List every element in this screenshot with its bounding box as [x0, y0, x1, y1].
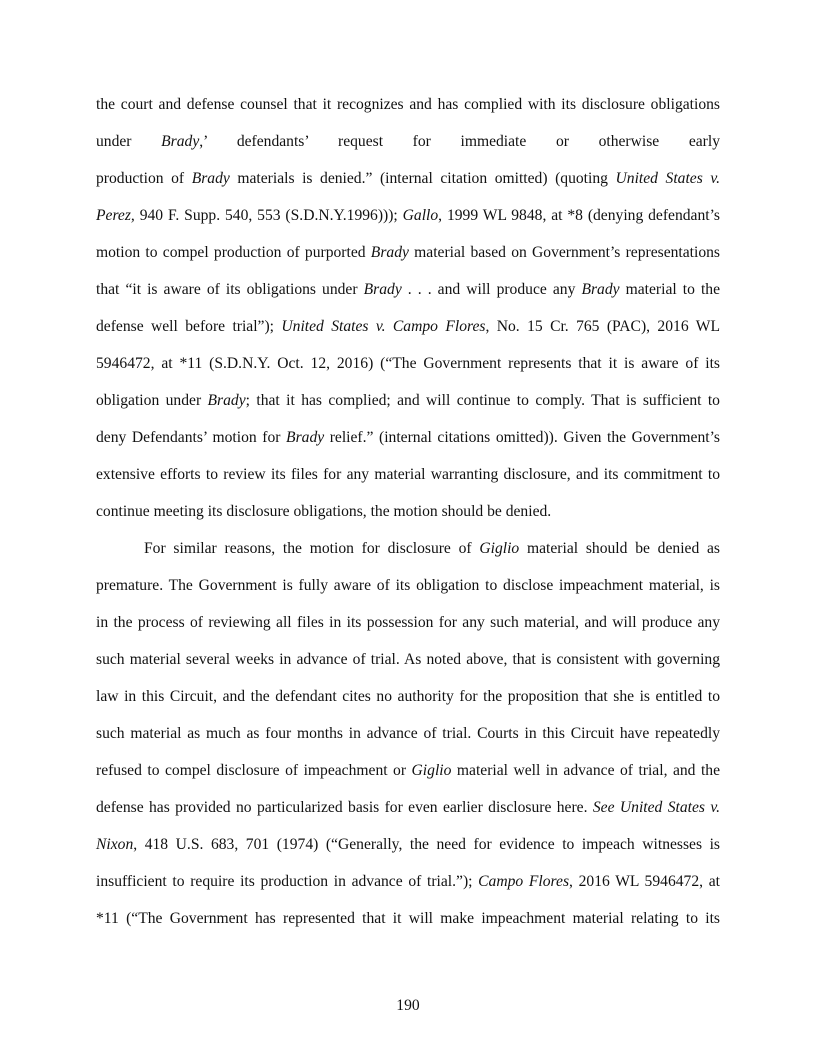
text-run: refused to compel disclosure of impeachment or [96, 762, 412, 779]
text-line [96, 576, 720, 596]
text-run: , 2016 WL 5946472, at [569, 873, 720, 890]
text-run: . . . and will produce any [401, 281, 582, 298]
text-line [96, 872, 720, 892]
italic-citation: Brady [370, 244, 409, 261]
text-run: deny Defendants’ motion for [96, 429, 287, 446]
text-run: under [96, 133, 162, 150]
text-run: the court and defense counsel that it recognizes and has complied with its disclosure obligations [96, 96, 720, 113]
text-line [96, 835, 720, 855]
text-run: defense well before trial”); [96, 318, 282, 335]
text-line [96, 724, 720, 744]
text-run: continue meeting its disclosure obligations, the motion should be denied. [96, 503, 552, 520]
text-run: , 418 U.S. 683, 701 (1974) (“Generally, the need for evidence to impeach witnesses is [133, 836, 720, 853]
text-line [96, 206, 720, 226]
italic-citation: Gallo [402, 207, 439, 224]
text-run: For similar reasons, the motion for disclosure of [144, 540, 480, 557]
text-line [96, 132, 720, 152]
text-line [96, 909, 720, 929]
text-run: relief.” (internal citations omitted)). Given the Government’s [324, 429, 720, 446]
italic-citation: Giglio [411, 762, 452, 779]
text-run: obligation under [96, 392, 208, 409]
text-run: ,’ defendants’ request for immediate or otherwise early [199, 133, 720, 150]
text-line [96, 391, 720, 411]
text-line [96, 280, 720, 300]
text-run: insufficient to require its production in advance of trial.”); [96, 873, 479, 890]
text-line [96, 428, 720, 448]
text-line [144, 539, 720, 559]
text-run: material based on Government’s representations [408, 244, 720, 261]
italic-citation: Brady [191, 170, 230, 187]
text-run: 5946472, at *11 (S.D.N.Y. Oct. 12, 2016) (“The Government represents that it is aware of its [96, 355, 720, 372]
text-line [96, 798, 720, 818]
italic-citation: See United States v. [592, 799, 720, 816]
text-run: material to the [619, 281, 720, 298]
italic-citation: Brady [161, 133, 200, 150]
text-run: *11 (“The Government has represented that it will make impeachment material relating to its [96, 910, 720, 927]
text-line [96, 613, 720, 633]
text-run: extensive efforts to review its files for any material warranting disclosure, and its commitment to [96, 466, 720, 483]
italic-citation: Nixon [96, 836, 134, 853]
text-run: ; that it has complied; and will continue to comply. That is sufficient to [245, 392, 720, 409]
italic-citation: Brady [286, 429, 325, 446]
italic-citation: Giglio [479, 540, 520, 557]
text-run: in the process of reviewing all files in its possession for any such material, and will produce any [96, 614, 720, 631]
text-run: material should be denied as [519, 540, 720, 557]
text-line [96, 761, 720, 781]
text-run: materials is denied.” (internal citation omitted) (quoting [229, 170, 616, 187]
text-run: premature. The Government is fully aware of its obligation to disclose impeachment material, is [96, 577, 720, 594]
text-run: motion to compel production of purported [96, 244, 371, 261]
text-run: , No. 15 Cr. 765 (PAC), 2016 WL [485, 318, 720, 335]
italic-citation: United States v. [615, 170, 720, 187]
italic-citation: United States v. Campo Flores [281, 318, 486, 335]
text-line [96, 687, 720, 707]
text-run: , 1999 WL 9848, at *8 (denying defendant’s [438, 207, 720, 224]
italic-citation: Brady [207, 392, 246, 409]
text-run: 940 F. Supp. 540, 553 (S.D.N.Y.1996))); [134, 207, 403, 224]
text-line [96, 465, 720, 485]
text-line [96, 169, 720, 189]
text-line [96, 95, 720, 115]
text-line [96, 243, 720, 263]
text-run: that “it is aware of its obligations under [96, 281, 364, 298]
text-run: such material several weeks in advance of trial. As noted above, that is consistent with governing [96, 651, 720, 668]
text-line [96, 354, 720, 374]
text-run: such material as much as four months in advance of trial. Courts in this Circuit have repeatedly [96, 725, 720, 742]
text-line [96, 650, 720, 670]
text-run: production of [96, 170, 192, 187]
text-line [96, 502, 720, 522]
text-run: material well in advance of trial, and the [451, 762, 721, 779]
italic-citation: Brady [363, 281, 402, 298]
text-line [96, 317, 720, 337]
page-number: 190 [396, 997, 420, 1014]
text-run: law in this Circuit, and the defendant cites no authority for the proposition that she is entitled to [96, 688, 720, 705]
italic-citation: Campo Flores [478, 873, 570, 890]
text-run: defense has provided no particularized basis for even earlier disclosure here. [96, 799, 593, 816]
italic-citation: Perez, [96, 207, 135, 224]
italic-citation: Brady [581, 281, 620, 298]
